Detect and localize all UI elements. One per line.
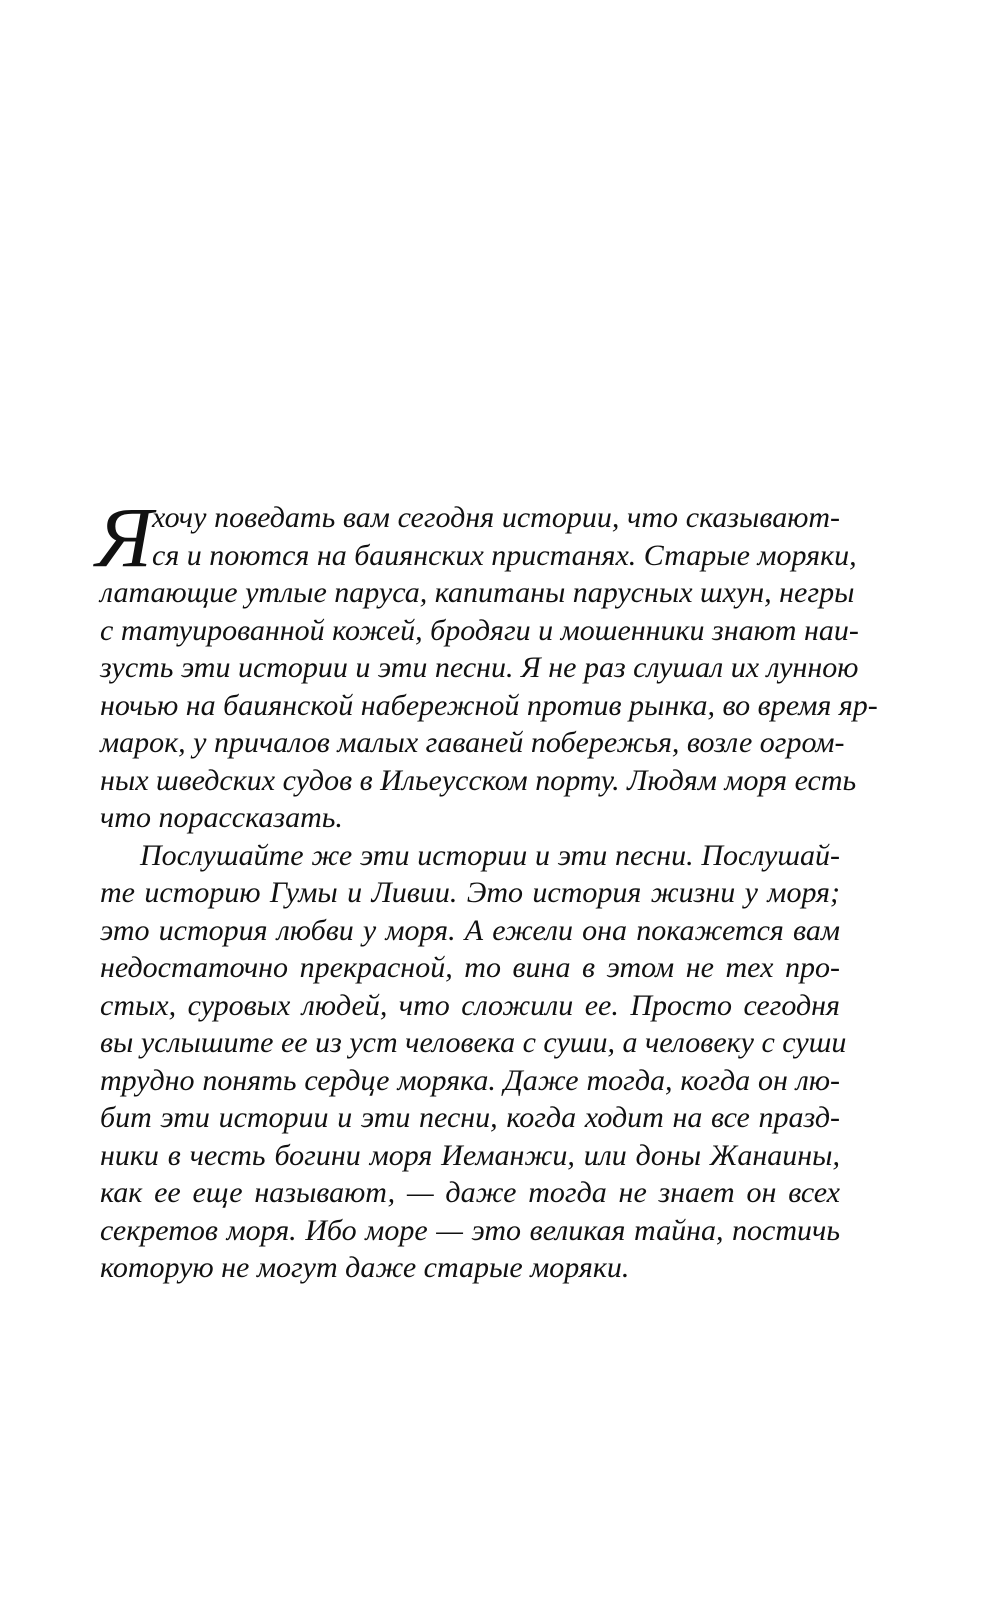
- text-line: ники в честь богини моря Иеманжи, или доны Жанаины,: [100, 1138, 840, 1172]
- text-line: стых, суровых людей, что сложили ее. Просто сегодня: [100, 988, 840, 1022]
- text-line: с татуированной кожей, бродяги и мошенники знают наи-: [100, 613, 859, 647]
- text-line: марок, у причалов малых гаваней побережья, возле огром-: [100, 726, 845, 759]
- text-line: секретов моря. Ибо море — это великая тайна, постичь: [100, 1213, 840, 1247]
- drop-cap: Я: [96, 489, 153, 585]
- text-line: трудно понять сердце моряка. Даже тогда, когда он лю-: [100, 1063, 840, 1097]
- text-line: которую не могут даже старые моряки.: [100, 1251, 630, 1284]
- text-line: Послушайте же эти истории и эти песни. Послушай-: [140, 838, 840, 872]
- text-block: [96, 489, 878, 1287]
- text-line: что порассказать.: [100, 801, 343, 834]
- text-line: латающие утлые паруса, капитаны парусных шхун, негры: [100, 576, 855, 609]
- text-line: те историю Гумы и Ливии. Это история жизни у моря;: [100, 876, 840, 909]
- text-line: хочу поведать вам сегодня истории, что сказывают-: [152, 501, 840, 534]
- text-line: как ее еще называют, — даже тогда не знает он всех: [100, 1176, 840, 1209]
- text-line: ся и поются на баиянских пристанях. Старые моряки,: [152, 538, 857, 572]
- text-line: зусть эти истории и эти песни. Я не раз слушал их лунною: [100, 651, 859, 684]
- text-line: ночью на баиянской набережной против рынка, во время яр-: [100, 688, 878, 722]
- text-line: недостаточно прекрасной, то вина в этом не тех про-: [100, 951, 840, 984]
- text-line: это история любви у моря. А ежели она покажется вам: [100, 913, 840, 947]
- text-line: бит эти истории и эти песни, когда ходит на все празд-: [100, 1101, 840, 1134]
- text-line: ных шведских судов в Ильеусском порту. Людям моря есть: [100, 763, 857, 797]
- text-line: вы услышите ее из уст человека с суши, а человеку с суши: [100, 1026, 847, 1059]
